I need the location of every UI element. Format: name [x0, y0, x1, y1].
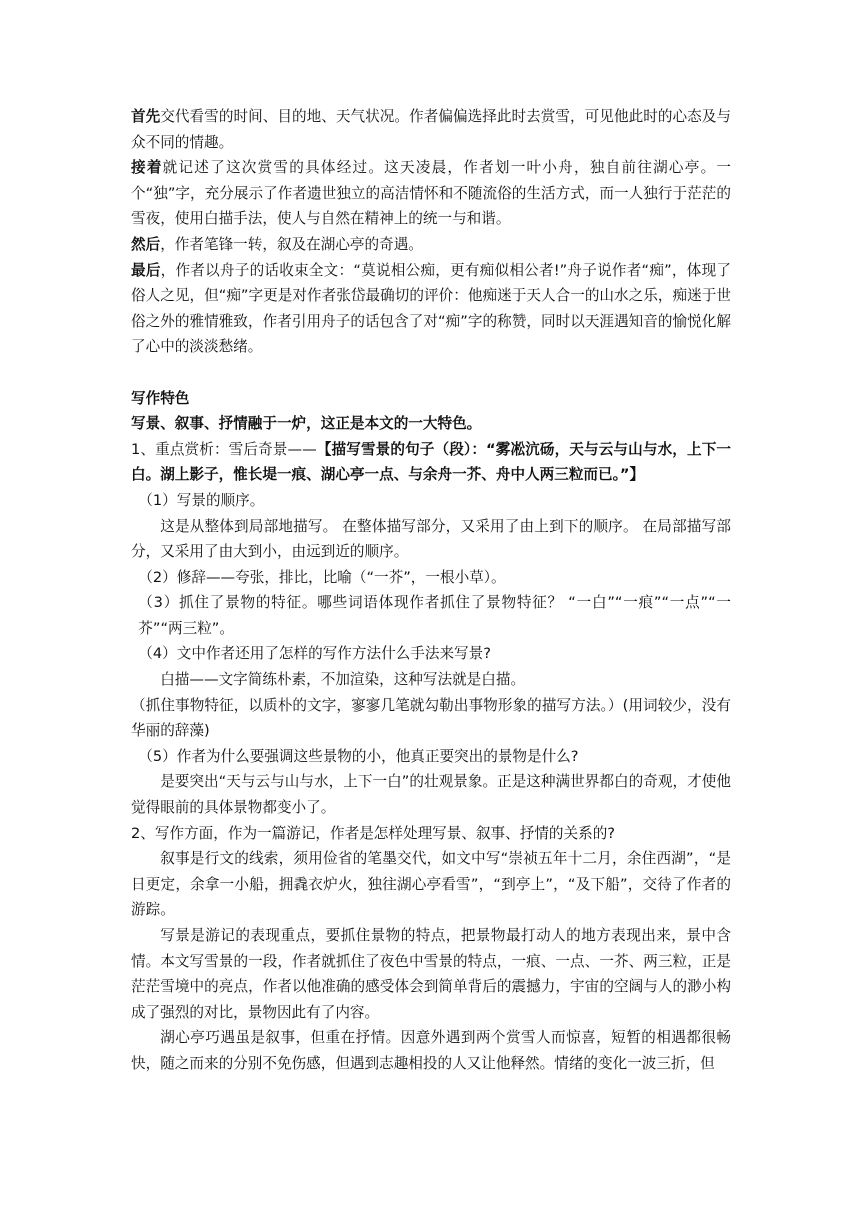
answer-1: 这是从整体到局部地描写。 在整体描写部分，又采用了由上到下的顺序。 在局部描写部分，又采用了由大到小，由远到近的顺序。 [131, 517, 731, 561]
document-body [131, 104, 731, 1077]
point-one-quote: 【描写雪景的句子（段）：“雾凇沆砀，天与云与山与水，上下一白。湖上影子，惟长堤一痕、湖心亭一点、与余舟一芥、舟中人两三粒而已。”】 [131, 440, 731, 484]
lead-first: 首先 [131, 108, 161, 125]
paragraph-narrative: 叙事是行文的线索，须用俭省的笔墨交代，如文中写“崇祯五年十二月，余住西湖”，“是日更定，余拿一小船，拥毳衣炉火，独往湖心亭看雪”，“到亭上”，“及下船”，交待了作者的游踪。 [131, 850, 731, 919]
answer-5: 是要突出“天与云与山与水，上下一白”的壮观景象。正是这种满世界都白的奇观，才使他觉得眼前的具体景物都变小了。 [131, 773, 731, 817]
paragraph-scene: 写景是游记的表现重点，要抓住景物的特点，把景物最打动人的地方表现出来，景中含情。本文写雪景的一段，作者就抓住了夜色中雪景的特点，一痕、一点、一芥、两三粒，正是茫茫雪境中的亮点，作者以他准确的感受体会到简单背后的震撼力，宇宙的空阔与人的渺小构成了强烈的对比，景物因此有了内容。 [131, 927, 731, 1021]
lead-then: 然后 [131, 235, 161, 253]
paragraph-then [131, 232, 731, 258]
text-last: ，作者以舟子的话收束全文：“莫说相公痴，更有痴似相公者!”舟子说作者“痴”，体现了俗人之见，但“痴”字更是对作者张岱最确切的评价：他痴迷于天人合一的山水之乐，痴迷于世俗之外的雅情雅致，作者引用舟子的话包含了对“痴”字的称赞，同时以天涯遇知音的愉悦化解了心中的淡淡愁绪。 [131, 261, 731, 356]
paragraph-next [131, 155, 731, 232]
question-1: （1）写景的顺序。 [138, 491, 265, 509]
question-4: （4）文中作者还用了怎样的写作方法什么手法来写景? [138, 645, 491, 663]
blank-line [131, 360, 731, 386]
question-5: （5）作者为什么要强调这些景物的小，他真正要突出的景物是什么? [138, 747, 579, 765]
paragraph-last [131, 258, 731, 360]
question-3: （3）抓住了景物的特征。哪些词语体现作者抓住了景物特征？ “一白”“一痕”“一点”“一芥”“两三粒”。 [138, 594, 731, 637]
section-heading: 写作特色 [131, 389, 190, 407]
point-one [131, 437, 731, 488]
text-then: ，作者笔锋一转，叙及在湖心亭的奇遇。 [160, 235, 423, 253]
text-next: 就记述了这次赏雪的具体经过。这天凌晨，作者划一叶小舟，独自前往湖心亭。一个“独”字，充分展示了作者遗世独立的高洁情怀和不随流俗的生活方式，而一人独行于茫茫的雪夜，使用白描手法，使人与自然在精神上的统一与和谐。 [131, 159, 731, 228]
point-two: 2、写作方面，作为一篇游记，作者是怎样处理写景、叙事、抒情的关系的? [131, 824, 616, 842]
text-first: 交代看雪的时间、目的地、天气状况。作者偏偏选择此时去赏雪，可见他此时的心态及与众不同的情趣。 [131, 108, 731, 151]
paragraph-first [131, 104, 731, 155]
section-subheading: 写景、叙事、抒情融于一炉，这正是本文的一大特色。 [131, 415, 482, 433]
answer-4: 白描——文字简练朴素，不加渲染，这种写法就是白描。 [160, 671, 526, 689]
lead-last: 最后 [131, 261, 161, 279]
lead-next: 接着 [131, 159, 163, 177]
note-4: （抓住事物特征，以质朴的文字，寥寥几笔就勾勒出事物形象的描写方法。）(用词较少，没有华丽的辞藻) [131, 696, 731, 740]
paragraph-lyric: 湖心亭巧遇虽是叙事，但重在抒情。因意外遇到两个赏雪人而惊喜，短暂的相遇都很畅快，随之而来的分别不免伤感，但遇到志趣相投的人又让他释然。情绪的变化一波三折，但 [131, 1029, 731, 1072]
question-2: （2）修辞——夸张，排比，比喻（“一芥”，一根小草）。 [138, 568, 506, 586]
point-one-prefix: 1、重点赏析：雪后奇景—— [131, 440, 317, 458]
